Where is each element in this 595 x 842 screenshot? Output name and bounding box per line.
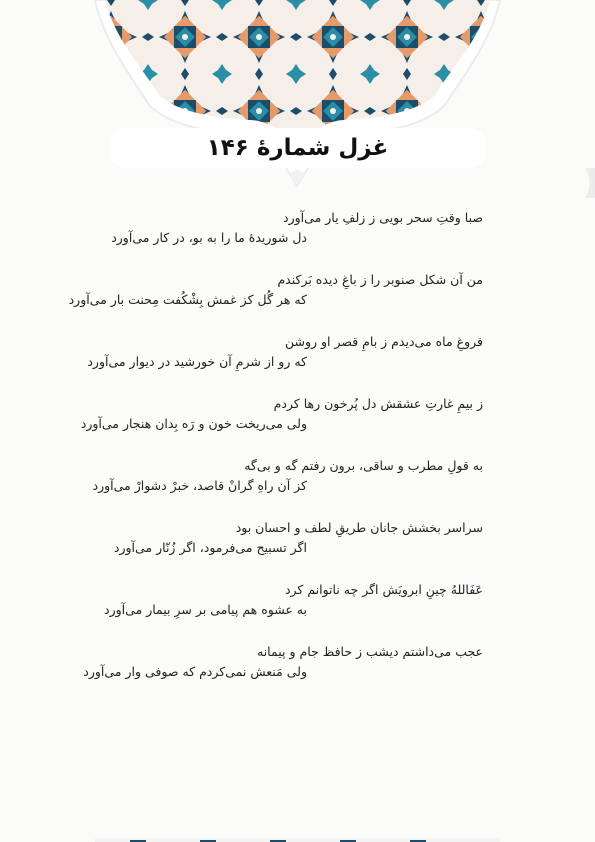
hemistich-second: ولی مَنعش نمی‌کردم که صوفی وار می‌آورد bbox=[83, 664, 307, 679]
header-pendant bbox=[291, 170, 303, 182]
couplet bbox=[104, 580, 483, 620]
poem bbox=[68, 208, 483, 704]
hemistich-first: من آن شکل صنوبر را ز باغِ دیده بَرکندم bbox=[277, 272, 483, 287]
hemistich-second: دل شوریدهٔ ما را به بو، در کار می‌آورد bbox=[111, 230, 307, 245]
couplet bbox=[113, 518, 483, 558]
hemistich-second: کز آن راهِ گرانْ قاصد، خبرْ دشوارْ می‌آورد bbox=[92, 478, 307, 493]
page-title: غزل شمارهٔ ۱۴۶ bbox=[206, 135, 389, 161]
hemistich-first: سراسر بخشش جانان طریقِ لطف و احسان بود bbox=[235, 520, 483, 535]
hemistich-first: ز بیمِ غارتِ عشقش دل پُرخون رها کردم bbox=[273, 396, 483, 411]
couplet bbox=[83, 642, 483, 682]
hemistich-second: که هر گُل کز غمش بِشْکُفت مِحنت بار می‌آورد bbox=[68, 292, 307, 307]
hemistich-second: به عشوه هم پیامی بر سرِ بیمار می‌آورد bbox=[104, 602, 307, 617]
couplet bbox=[80, 394, 483, 434]
hemistich-second: که رو از شرمِ آن خورشید در دیوار می‌آورد bbox=[87, 354, 307, 369]
hemistich-first: صبا وقتِ سحر بویی ز زلفِ یار می‌آورد bbox=[283, 210, 483, 225]
hemistich-first: به قولِ مطرب و ساقی، برون رفتم گه و بی‌گه bbox=[244, 458, 483, 473]
couplet bbox=[68, 270, 483, 310]
side-tab bbox=[581, 168, 595, 198]
hemistich-second: اگر تسبیح می‌فرمود، اگر زُنّار می‌آورد bbox=[113, 540, 307, 555]
couplet bbox=[92, 456, 483, 496]
couplet bbox=[87, 332, 483, 372]
tile-pattern bbox=[95, 0, 500, 145]
ornamental-footer bbox=[0, 832, 595, 842]
couplet bbox=[113, 208, 483, 248]
hemistich-second: ولی می‌ریخت خون و رَه بِدان هنجار می‌آورد bbox=[80, 416, 307, 431]
hemistich-first: عجب می‌داشتم دیشب ز حافظ جام و پیمانه bbox=[257, 644, 483, 659]
ornamental-header bbox=[0, 0, 595, 200]
hemistich-first: عَفَاللهُ چینِ ابرویَش اگر چه ناتوانم کرد bbox=[284, 582, 483, 597]
hemistich-first: فروغِ ماه می‌دیدم ز بامِ قصر او روشن bbox=[284, 334, 483, 349]
